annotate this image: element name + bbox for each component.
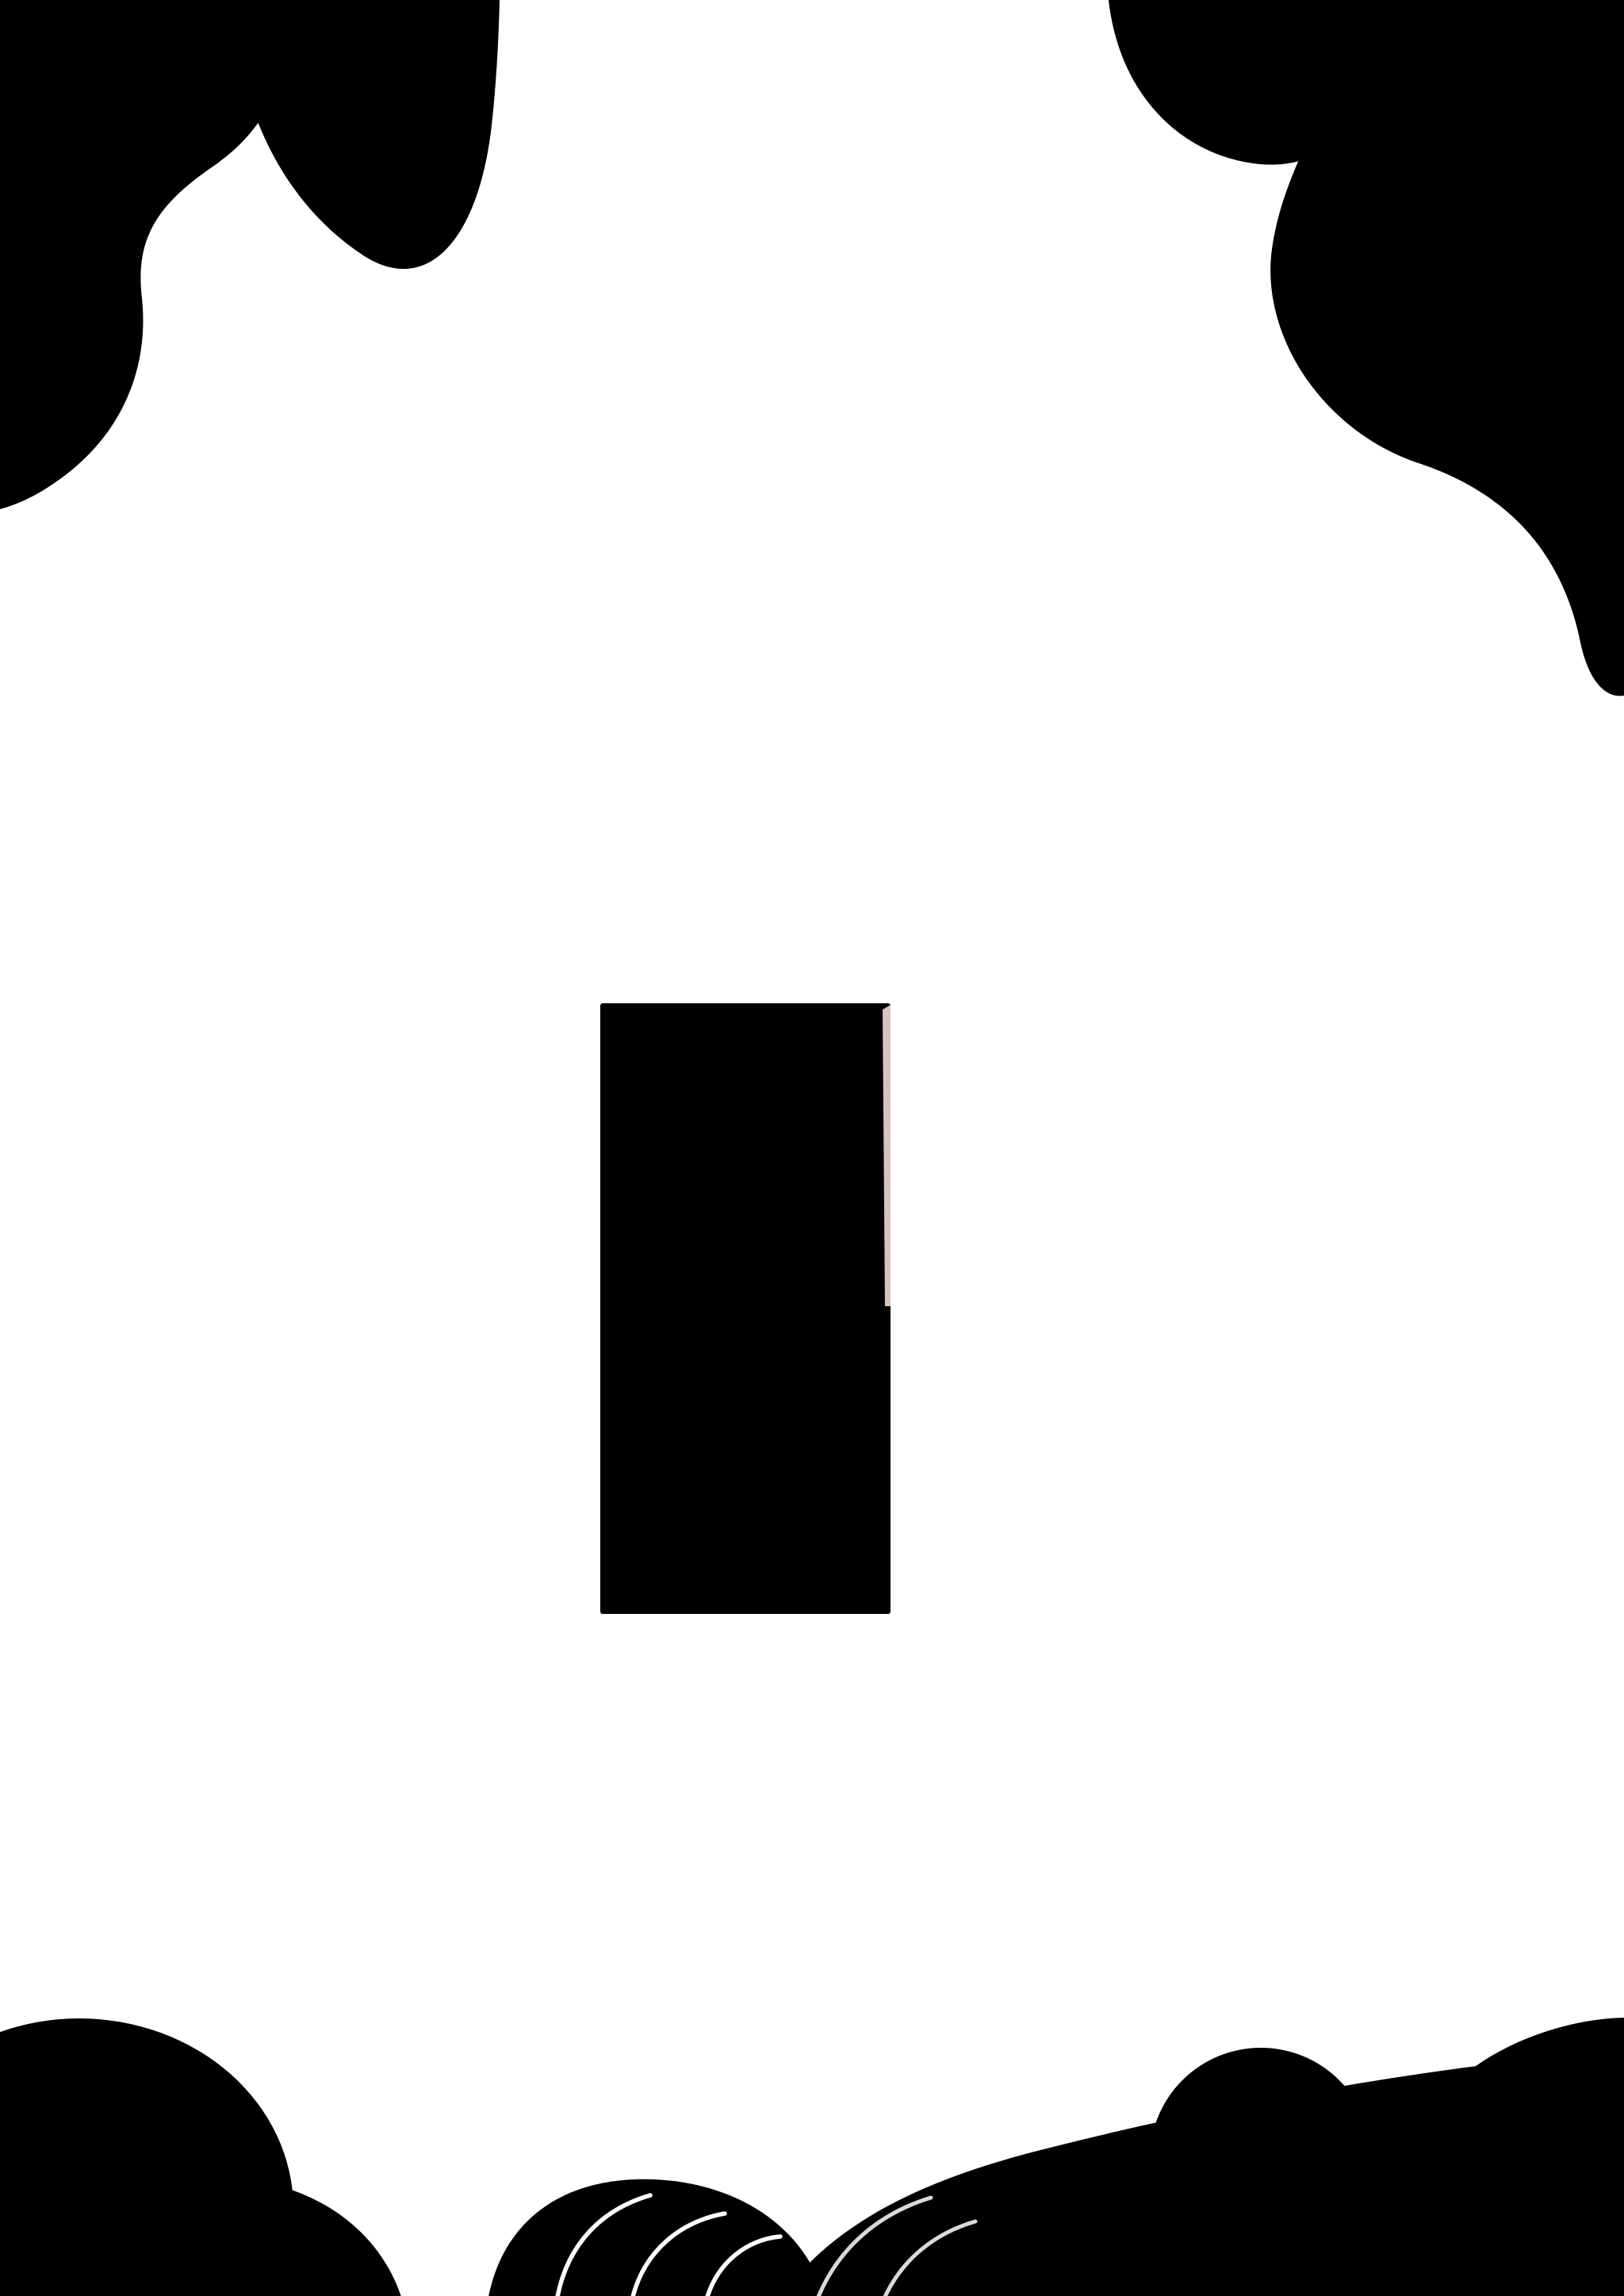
- red-cover: [600, 1003, 891, 1614]
- cream-circle: [1150, 2048, 1372, 2270]
- cream-dots: [39, 0, 267, 111]
- blue-blob: [780, 2044, 1624, 2296]
- orange-shell: [488, 2179, 825, 2296]
- top-right-decoration: [1109, 0, 1624, 696]
- green-blob: [1391, 1980, 1624, 2263]
- cream-dots: [1475, 2137, 1622, 2296]
- cream-blob: [0, 2018, 293, 2296]
- top-left-decoration: [0, 0, 500, 509]
- coral-blob: [0, 0, 286, 509]
- coral-blob: [1270, 0, 1624, 696]
- bottom-center-decoration: [488, 2179, 825, 2296]
- bottom-left-decoration: [0, 2018, 401, 2296]
- yellow-blob: [30, 2178, 401, 2296]
- blue-circle: [1439, 0, 1622, 48]
- shell-lines: [557, 2195, 780, 2296]
- coral-corner-bit: [0, 2256, 73, 2296]
- pink-corner-blob: [1577, 0, 1624, 270]
- signature-book-photo: [600, 1003, 891, 1614]
- blue-blob-lines: [818, 2198, 975, 2296]
- cream-blob: [232, 0, 500, 269]
- yellow-bit: [1021, 2262, 1171, 2296]
- cream-blob: [1109, 0, 1396, 165]
- bottom-right-decoration: [780, 1980, 1624, 2296]
- cream-dots: [85, 2223, 201, 2280]
- blue-wedge: [66, 0, 153, 29]
